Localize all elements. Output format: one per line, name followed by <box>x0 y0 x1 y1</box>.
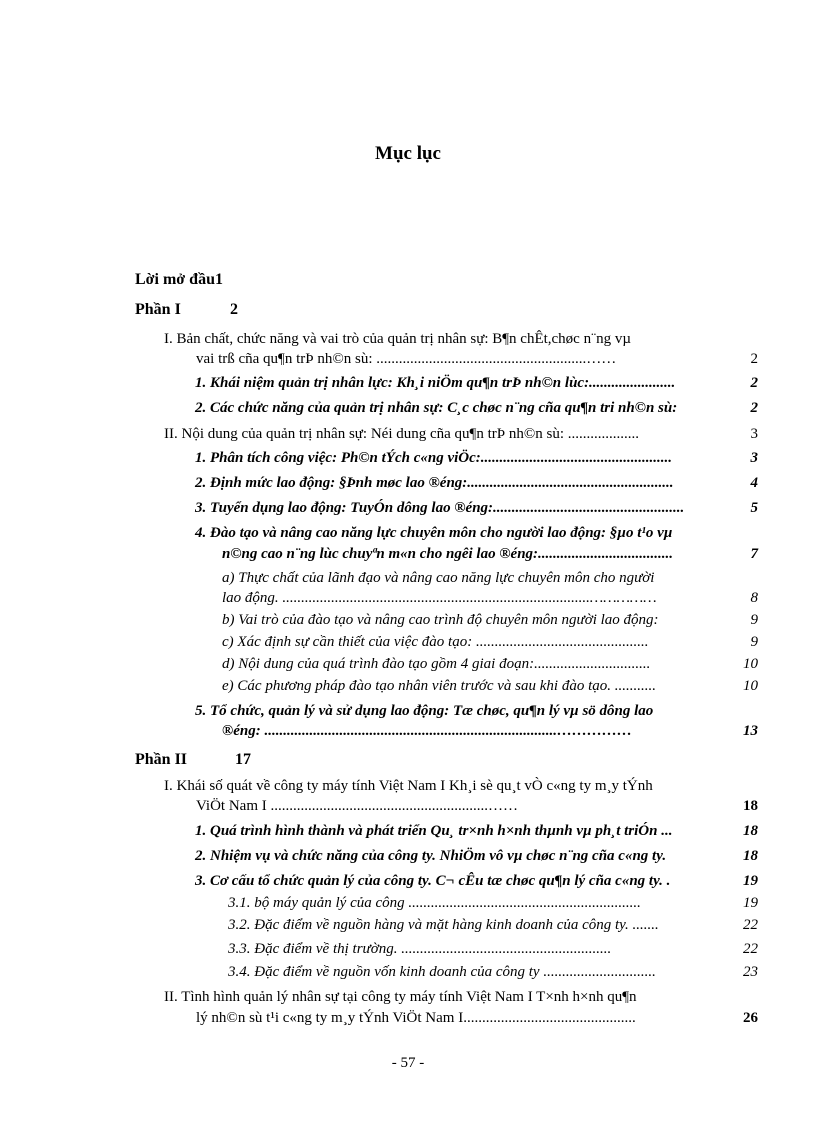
toc-p2-I-3-1-page: 19 <box>743 895 758 911</box>
toc-p1-II[interactable]: II. Nội dung của quản trị nhân sự: Néi dung cña qu¶n trÞ nh©n sù: ................... <box>164 426 640 442</box>
toc-p1-II-4b[interactable]: b) Vai trò của đào tạo và nâng cao trình độ chuyên môn người lao động: <box>222 612 659 628</box>
toc-p2-II-line2[interactable]: lý nh©n sù t¹i c«ng ty m¸y tÝnh ViÖt Nam I.............................................. <box>196 1010 636 1026</box>
toc-p1-II-2-page: 4 <box>750 475 758 491</box>
toc-p1-II-4-page: 7 <box>750 546 758 562</box>
toc-p2-I-3-2-page: 22 <box>743 917 758 933</box>
toc-p1-I-1-page: 2 <box>750 375 758 391</box>
toc-p1-II-4a-line2[interactable]: lao động. ..................................................................................…………… <box>222 590 657 606</box>
toc-p2-I-1[interactable]: 1. Quá trình hình thành và phát triển Qu¸ tr×nh h×nh thµnh vµ ph¸t triÓn ... <box>195 823 673 839</box>
toc-p1-II-4a-line1[interactable]: a) Thực chất của lãnh đạo và nâng cao năng lực chuyên môn cho người <box>222 570 655 586</box>
toc-part-2[interactable] <box>135 751 251 769</box>
toc-p1-II-4-line1[interactable]: 4. Đào tạo và nâng cao năng lực chuyên môn cho người lao động: §µo t¹o vµ <box>195 525 673 541</box>
toc-p2-I-line1[interactable]: I. Khái số quát về công ty máy tính Việt Nam I Kh¸i sè qu¸t vÒ c«ng ty m¸y tÝnh <box>164 778 653 794</box>
toc-p2-I-line2[interactable]: ViÖt Nam I ..........................................................…… <box>196 798 519 814</box>
toc-p1-II-4d-page: 10 <box>743 656 758 672</box>
toc-p2-I-3-2[interactable]: 3.2. Đặc điểm về nguồn hàng và mặt hàng kinh doanh của công ty. ....... <box>228 917 659 933</box>
toc-p2-I-3-page: 19 <box>743 873 758 889</box>
toc-p2-I-3-4[interactable]: 3.4. Đặc điểm về nguồn vốn kinh doanh của công ty .............................. <box>228 964 656 980</box>
toc-p1-II-5-page: 13 <box>743 723 758 739</box>
toc-p1-I-line1[interactable]: I. Bản chất, chức năng và vai trò của quản trị nhân sự: B¶n chÊt,chøc n¨ng vµ <box>164 331 631 347</box>
toc-p2-I-page: 18 <box>743 798 758 814</box>
toc-p2-I-2-page: 18 <box>743 848 758 864</box>
toc-p1-II-1-page: 3 <box>750 450 758 466</box>
toc-p2-I-3-1[interactable]: 3.1. bộ máy quản lý của công .............................................................. <box>228 895 641 911</box>
toc-p2-I-1-page: 18 <box>743 823 758 839</box>
toc-p2-I-2[interactable]: 2. Nhiệm vụ và chức năng của công ty. NhiÖm vô vµ chøc n¨ng cña c«ng ty. <box>195 848 667 864</box>
toc-p1-II-1[interactable]: 1. Phân tích công việc: Ph©n tÝch c«ng viÖc:................................................... <box>195 450 673 466</box>
page-title: Mục lục <box>375 143 441 164</box>
toc-p1-II-5-line1[interactable]: 5. Tổ chức, quản lý và sử dụng lao động: Tæ chøc, qu¶n lý vµ sö dông lao <box>195 703 654 719</box>
toc-p1-II-4e-page: 10 <box>743 678 758 694</box>
toc-p2-I-3-3-page: 22 <box>743 941 758 957</box>
toc-p1-I-1[interactable]: 1. Khái niệm quản trị nhân lực: Kh¸i niÖm qu¶n trÞ nh©n lùc:....................... <box>195 375 676 391</box>
toc-p1-II-2[interactable]: 2. Định mức lao động: §Þnh møc lao ®éng:....................................................... <box>195 475 674 491</box>
toc-p1-II-4d[interactable]: d) Nội dung của quá trình đào tạo gồm 4 giai đoạn:............................... <box>222 656 651 672</box>
toc-p1-II-4a-page: 8 <box>750 590 758 606</box>
toc-part-2-label: Phần II <box>135 751 188 768</box>
toc-p1-II-5-line2[interactable]: ®éng: ..............................................................................…………… <box>222 723 632 739</box>
toc-p1-II-3[interactable]: 3. Tuyển dụng lao động: TuyÓn dông lao ®éng:................................................... <box>195 500 685 516</box>
toc-intro[interactable]: Lời mở đầu1 <box>135 271 223 288</box>
toc-p2-II-page: 26 <box>743 1010 758 1026</box>
toc-p1-II-3-page: 5 <box>750 500 758 516</box>
toc-p2-I-3[interactable]: 3. Cơ cấu tổ chức quản lý của công ty. C¬ cÊu tæ chøc qu¶n lý cña c«ng ty. . <box>195 873 671 889</box>
toc-p1-I-2[interactable]: 2. Các chức năng của quản trị nhân sự: C¸c chøc n¨ng cña qu¶n tri nh©n sù: <box>195 400 678 416</box>
toc-p1-II-4-line2[interactable]: n©ng cao n¨ng lùc chuyªn m«n cho ngêi lao ®éng:.................................... <box>222 546 674 562</box>
toc-part-1-label: Phần I <box>135 301 181 318</box>
toc-part-1[interactable] <box>135 301 238 319</box>
toc-p1-II-4c-page: 9 <box>750 634 758 650</box>
toc-p2-II-line1[interactable]: II. Tình hình quản lý nhân sự tại công ty máy tính Việt Nam I T×nh h×nh qu¶n <box>164 989 637 1005</box>
toc-p1-I-2-page: 2 <box>750 400 758 416</box>
toc-part-2-page: 17 <box>235 751 251 768</box>
toc-p2-I-3-4-page: 23 <box>743 964 758 980</box>
toc-part-1-page: 2 <box>230 301 238 318</box>
toc-p1-II-page: 3 <box>750 426 758 442</box>
toc-p1-II-4c[interactable]: c) Xác định sự cần thiết của việc đào tạo: .............................................. <box>222 634 649 650</box>
toc-p2-I-3-3[interactable]: 3.3. Đặc điểm về thị trường. ........................................................ <box>228 941 612 957</box>
toc-p1-II-4b-page: 9 <box>750 612 758 628</box>
toc-p1-I-line2[interactable]: vai trß cña qu¶n trÞ nh©n sù: ........................................................…… <box>196 351 617 367</box>
toc-p1-II-4e[interactable]: e) Các phương pháp đào tạo nhân viên trước và sau khi đào tạo. ........... <box>222 678 656 694</box>
toc-p1-I-page: 2 <box>750 351 758 367</box>
page-number: - 57 - <box>391 1055 425 1071</box>
